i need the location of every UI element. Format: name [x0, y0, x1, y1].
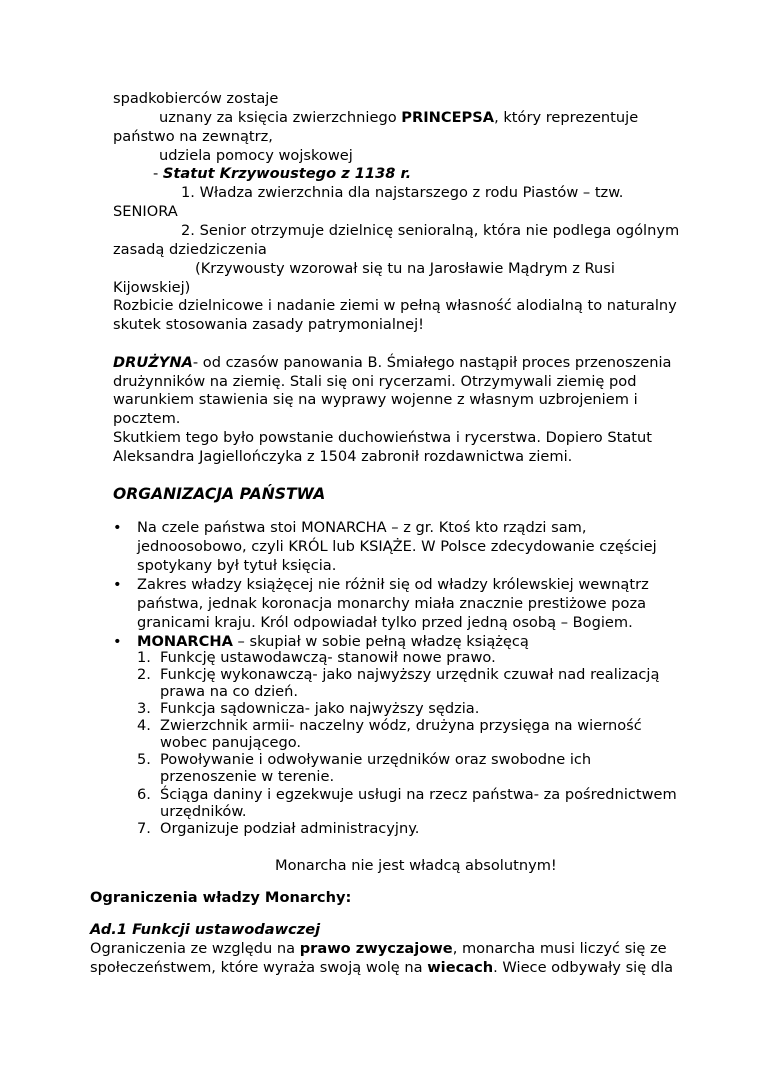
text: - od czasów panowania B. Śmiałego nastąpił proces przenoszenia: [192, 354, 672, 371]
druzyna-line: pocztem.: [113, 410, 181, 427]
list-item: Ściąga daniny i egzekwuje usługi na rzecz państwa- za pośrednictwem: [160, 786, 677, 803]
statute-heading: [153, 164, 411, 183]
center-note: Monarcha nie jest władcą absolutnym!: [275, 857, 557, 874]
text: Ograniczenia ze względu na: [90, 940, 300, 957]
druzyna-line: drużynników na ziemię. Stali się oni rycerzami. Otrzymywali ziemię pod: [113, 373, 637, 390]
list-item: Zwierzchnik armii- naczelny wódz, drużyna przysięga na wierność: [160, 717, 642, 734]
text: , który reprezentuje: [494, 109, 639, 126]
list-number: 2.: [137, 666, 151, 683]
druzyna-line: Aleksandra Jagiellończyka z 1504 zabronił rozdawnictwa ziemi.: [113, 448, 573, 465]
bold-italic-term: Statut Krzywoustego z 1138 r.: [162, 165, 412, 182]
paragraph-line: [90, 939, 667, 958]
dash: -: [153, 165, 163, 182]
druzyna-line: Skutkiem tego było powstanie duchowieństwa i rycerstwa. Dopiero Statut: [113, 429, 652, 446]
bullet-line: Zakres władzy książęcej nie różnił się od władzy królewskiej wewnątrz: [137, 576, 649, 593]
list-number: 7.: [137, 820, 151, 837]
intro-line: skutek stosowania zasady patrymonialnej!: [113, 316, 425, 333]
section-heading: ORGANIZACJA PAŃSTWA: [113, 485, 326, 503]
bold-term: prawo zwyczajowe: [299, 940, 453, 957]
bullet-icon: •: [113, 576, 122, 593]
intro-line: Kijowskiej): [113, 279, 191, 296]
section-heading: Ograniczenia władzy Monarchy:: [90, 889, 352, 906]
list-number: 6.: [137, 786, 151, 803]
list-item: Funkcja sądownicza- jako najwyższy sędzia.: [160, 700, 480, 717]
list-item: urzędników.: [160, 803, 247, 820]
text: . Wiece odbywały się dla: [493, 959, 674, 976]
list-item: Powoływanie i odwoływanie urzędników oraz swobodne ich: [160, 751, 592, 768]
bullet-line: państwa, jednak koronacja monarchy miała znacznie prestiżowe poza: [137, 595, 647, 612]
list-item: przenoszenie w terenie.: [160, 768, 335, 785]
intro-line: [159, 108, 638, 127]
list-number: 3.: [137, 700, 151, 717]
druzyna-line: warunkiem stawienia się na wyprawy wojenne z własnym uzbrojeniem i: [113, 391, 638, 408]
bold-term: PRINCEPSA: [401, 109, 495, 126]
intro-line: Rozbicie dzielnicowe i nadanie ziemi w pełną własność alodialną to naturalny: [113, 297, 677, 314]
text: uznany za księcia zwierzchniego: [159, 109, 402, 126]
paragraph-line: [90, 958, 673, 977]
bullet-line: Na czele państwa stoi MONARCHA – z gr. Ktoś kto rządzi sam,: [137, 519, 587, 536]
list-item: Organizuje podział administracyjny.: [160, 820, 420, 837]
bullet-line: spotykany był tytuł księcia.: [137, 557, 337, 574]
bold-term: MONARCHA: [137, 633, 233, 650]
list-number: 1.: [137, 649, 151, 666]
list-item: wobec panującego.: [160, 734, 302, 751]
list-item: prawa na co dzień.: [160, 683, 298, 700]
bullet-line: granicami kraju. Król odpowiadał tylko przed jedną osobą – Bogiem.: [137, 614, 633, 631]
bullet-icon: •: [113, 633, 122, 650]
list-item: Funkcję wykonawczą- jako najwyższy urzędnik czuwał nad realizacją: [160, 666, 660, 683]
intro-line: spadkobierców zostaje: [113, 90, 279, 107]
intro-line: 2. Senior otrzymuje dzielnicę senioralną, która nie podlega ogólnym: [181, 222, 680, 239]
intro-line: SENIORA: [113, 203, 178, 220]
bold-italic-term: DRUŻYNA: [113, 354, 193, 371]
bullet-icon: •: [113, 519, 122, 536]
text: – skupiał w sobie pełną władzę książęcą: [232, 633, 529, 650]
list-number: 5.: [137, 751, 151, 768]
intro-line: (Krzywousty wzorował się tu na Jarosławie Mądrym z Rusi: [195, 260, 615, 277]
list-number: 4.: [137, 717, 151, 734]
bold-term: wiecach: [427, 959, 494, 976]
intro-line: udziela pomocy wojskowej: [159, 147, 353, 164]
druzyna-line: [113, 353, 671, 372]
intro-line: 1. Władza zwierzchnia dla najstarszego z rodu Piastów – tzw.: [181, 184, 624, 201]
list-item: Funkcję ustawodawczą- stanowił nowe prawo.: [160, 649, 496, 666]
bullet-line: jednoosobowo, czyli KRÓL lub KSIĄŻE. W Polsce zdecydowanie częściej: [137, 538, 657, 555]
text: , monarcha musi liczyć się ze: [452, 940, 667, 957]
intro-line: państwo na zewnątrz,: [113, 128, 273, 145]
subsection-heading: Ad.1 Funkcji ustawodawczej: [90, 921, 321, 938]
intro-line: zasadą dziedziczenia: [113, 241, 267, 258]
text: społeczeństwem, które wyraża swoją wolę na: [90, 959, 428, 976]
